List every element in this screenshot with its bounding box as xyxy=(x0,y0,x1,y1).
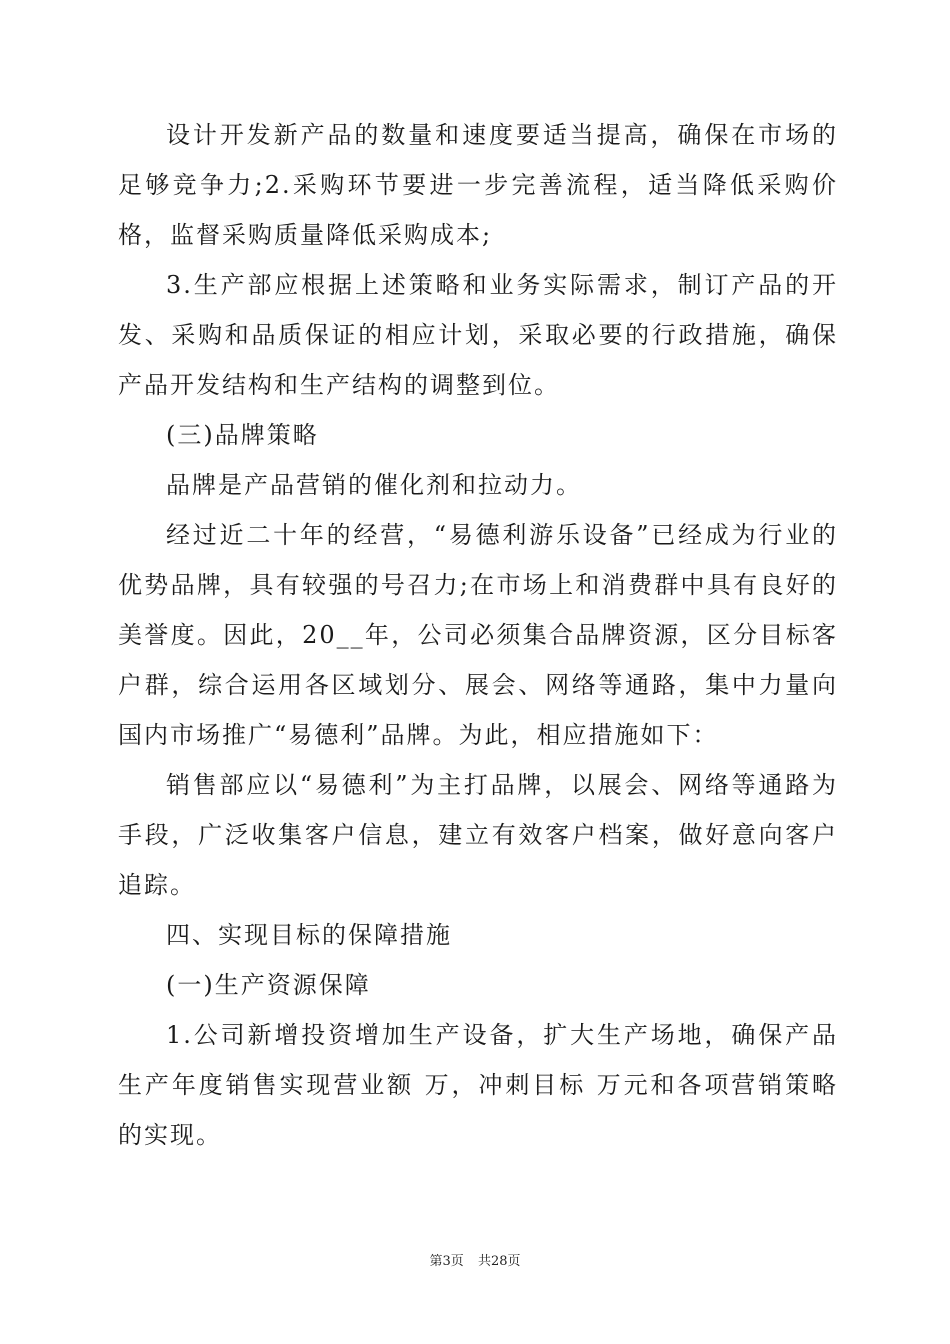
section-heading: (三)品牌策略 xyxy=(166,421,319,449)
paragraph: 3.生产部应根据上述策略和业务实际需求，制订产品的开发、采购和品质保证的相应计划，采取必要的行政措施，确保产品开发结构和生产结构的调整到位。 xyxy=(118,271,838,399)
paragraph: 1.公司新增投资增加生产设备，扩大生产场地，确保产品生产年度销售实现营业额 万，冲刺目标 万元和各项营销策略的实现。 xyxy=(118,1021,838,1149)
page-number: 第3页 xyxy=(429,1254,464,1269)
paragraph: 设计开发新产品的数量和速度要适当提高，确保在市场的足够竞争力;2.采购环节要进一步完善流程，适当降低采购价格，监督采购质量降低采购成本; xyxy=(118,121,838,249)
document-body xyxy=(118,110,838,1160)
section-heading: (一)生产资源保障 xyxy=(166,971,371,999)
section-heading: 四、实现目标的保障措施 xyxy=(166,921,452,949)
page-footer xyxy=(0,1250,950,1269)
page-total: 共28页 xyxy=(477,1254,521,1269)
paragraph: 销售部应以“易德利”为主打品牌，以展会、网络等通路为手段，广泛收集客户信息，建立有效客户档案，做好意向客户追踪。 xyxy=(118,771,838,899)
paragraph: 品牌是产品营销的催化剂和拉动力。 xyxy=(166,471,582,499)
paragraph: 经过近二十年的经营，“易德利游乐设备”已经成为行业的优势品牌，具有较强的号召力;在市场上和消费群中具有良好的美誉度。因此，20__年，公司必须集合品牌资源，区分目标客户群，综合运用各区域划分、展会、网络等通路，集中力量向国内市场推广“易德利”品牌。为此，相应措施如下： xyxy=(118,521,838,749)
